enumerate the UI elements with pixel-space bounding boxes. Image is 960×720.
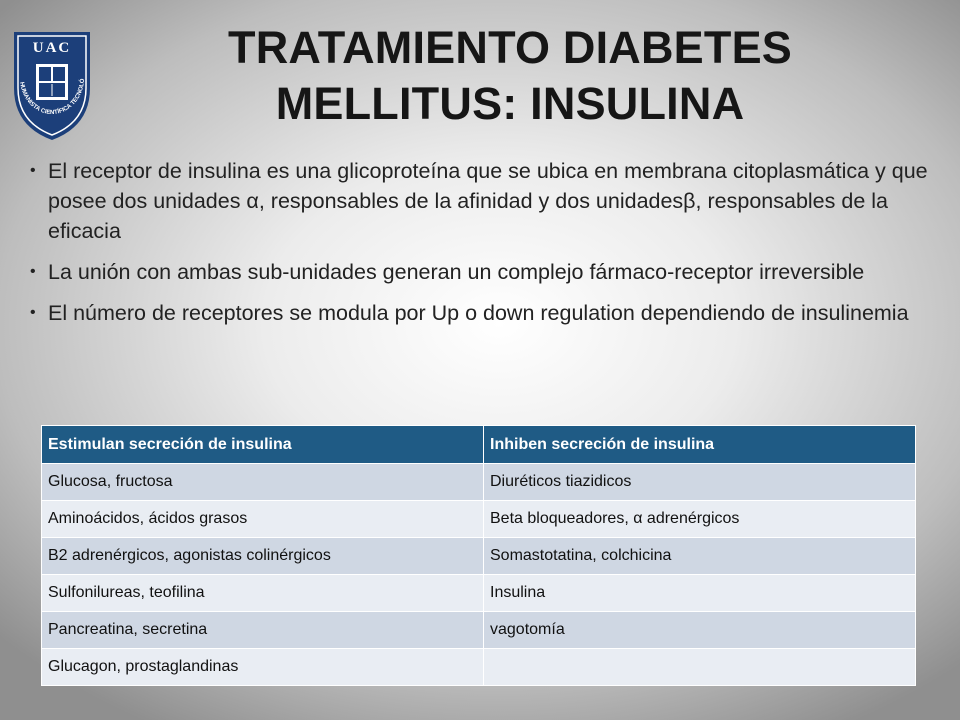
table-cell [484, 649, 916, 686]
table-cell: Aminoácidos, ácidos grasos [42, 501, 484, 538]
table-cell: Pancreatina, secretina [42, 612, 484, 649]
title-line-2: MELLITUS: INSULINA [275, 78, 745, 129]
bullet-list [30, 156, 945, 339]
table-cell: Somastotatina, colchicina [484, 538, 916, 575]
bullet-marker: • [30, 263, 36, 280]
table-row [42, 575, 916, 612]
slide-title [130, 20, 890, 132]
bullet-item [30, 257, 945, 287]
table-row [42, 538, 916, 575]
table-row [42, 501, 916, 538]
table-cell: B2 adrenérgicos, agonistas colinérgicos [42, 538, 484, 575]
logo-name: UAC [32, 40, 72, 56]
table-cell: Diuréticos tiazidicos [484, 464, 916, 501]
column-header-stimulate: Estimulan secreción de insulina [42, 426, 484, 464]
logo-ring-text: HUMANISTA CIENTÍFICA TECNOLÓ [18, 78, 87, 117]
column-header-inhibit: Inhiben secreción de insulina [484, 426, 916, 464]
university-logo [10, 26, 94, 144]
bullet-item [30, 298, 945, 328]
table-cell: Glucagon, prostaglandinas [42, 649, 484, 686]
title-line-1: TRATAMIENTO DIABETES [228, 22, 792, 73]
table-header-row [42, 426, 916, 464]
bullet-text: La unión con ambas sub-unidades generan un complejo fármaco-receptor irreversible [48, 260, 865, 284]
table-cell: Sulfonilureas, teofilina [42, 575, 484, 612]
bullet-item [30, 156, 945, 246]
table-row [42, 612, 916, 649]
bullet-text: El número de receptores se modula por Up o down regulation dependiendo de insulinemia [48, 301, 909, 325]
insulin-secretion-table [41, 425, 916, 686]
table-cell: Beta bloqueadores, α adrenérgicos [484, 501, 916, 538]
table-cell: Insulina [484, 575, 916, 612]
table-cell: vagotomía [484, 612, 916, 649]
bullet-marker: • [30, 162, 36, 179]
table-row [42, 649, 916, 686]
table-cell: Glucosa, fructosa [42, 464, 484, 501]
bullet-marker: • [30, 304, 36, 321]
bullet-text: El receptor de insulina es una glicoproteína que se ubica en membrana citoplasmática y que posee dos unidades α, responsables de la afinidad y dos unidadesβ, responsables de la eficacia [48, 159, 928, 243]
table-row [42, 464, 916, 501]
